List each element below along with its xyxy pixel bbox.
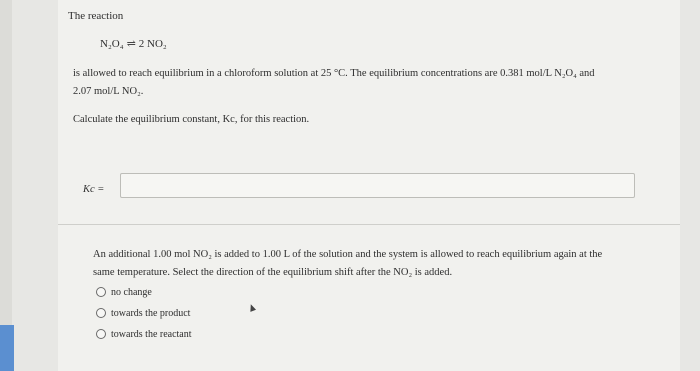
equation-product: 2 NO₂	[138, 38, 167, 50]
section-divider	[58, 224, 680, 225]
kc-answer-input[interactable]	[120, 173, 635, 198]
calculate-prompt: Calculate the equilibrium constant, Kc, for this reaction.	[73, 114, 310, 125]
radio-button[interactable]	[96, 308, 106, 318]
option-no-change[interactable]	[96, 285, 152, 299]
follow-up-line-2: same temperature. Select the direction of the equilibrium shift after the NO₂ is added.	[93, 267, 453, 278]
option-label: no change	[111, 286, 152, 298]
kc-label: Kc =	[83, 184, 105, 195]
option-label: towards the reactant	[111, 328, 192, 340]
problem-statement-line-2: 2.07 mol/L NO₂.	[73, 86, 144, 97]
follow-up-line-1: An additional 1.00 mol NO₂ is added to 1.00 L of the solution and the system is allowed to reach equilibrium again at the	[93, 249, 603, 260]
option-towards-product[interactable]	[96, 306, 190, 320]
option-label: towards the product	[111, 307, 191, 319]
left-edge-strip	[0, 0, 12, 371]
equilibrium-arrow-icon: ⇌	[126, 38, 136, 50]
equation-reactant: N₂O₄	[100, 38, 124, 50]
radio-button[interactable]	[96, 329, 106, 339]
reaction-equation	[100, 37, 167, 52]
radio-button[interactable]	[96, 287, 106, 297]
question-title: The reaction	[68, 10, 124, 22]
option-towards-reactant[interactable]	[96, 327, 192, 341]
problem-statement-line-1: is allowed to reach equilibrium in a chloroform solution at 25 °C. The equilibrium concentrations are 0.381 mol/L N₂O₄ and	[73, 68, 595, 79]
side-tab[interactable]	[0, 325, 14, 371]
